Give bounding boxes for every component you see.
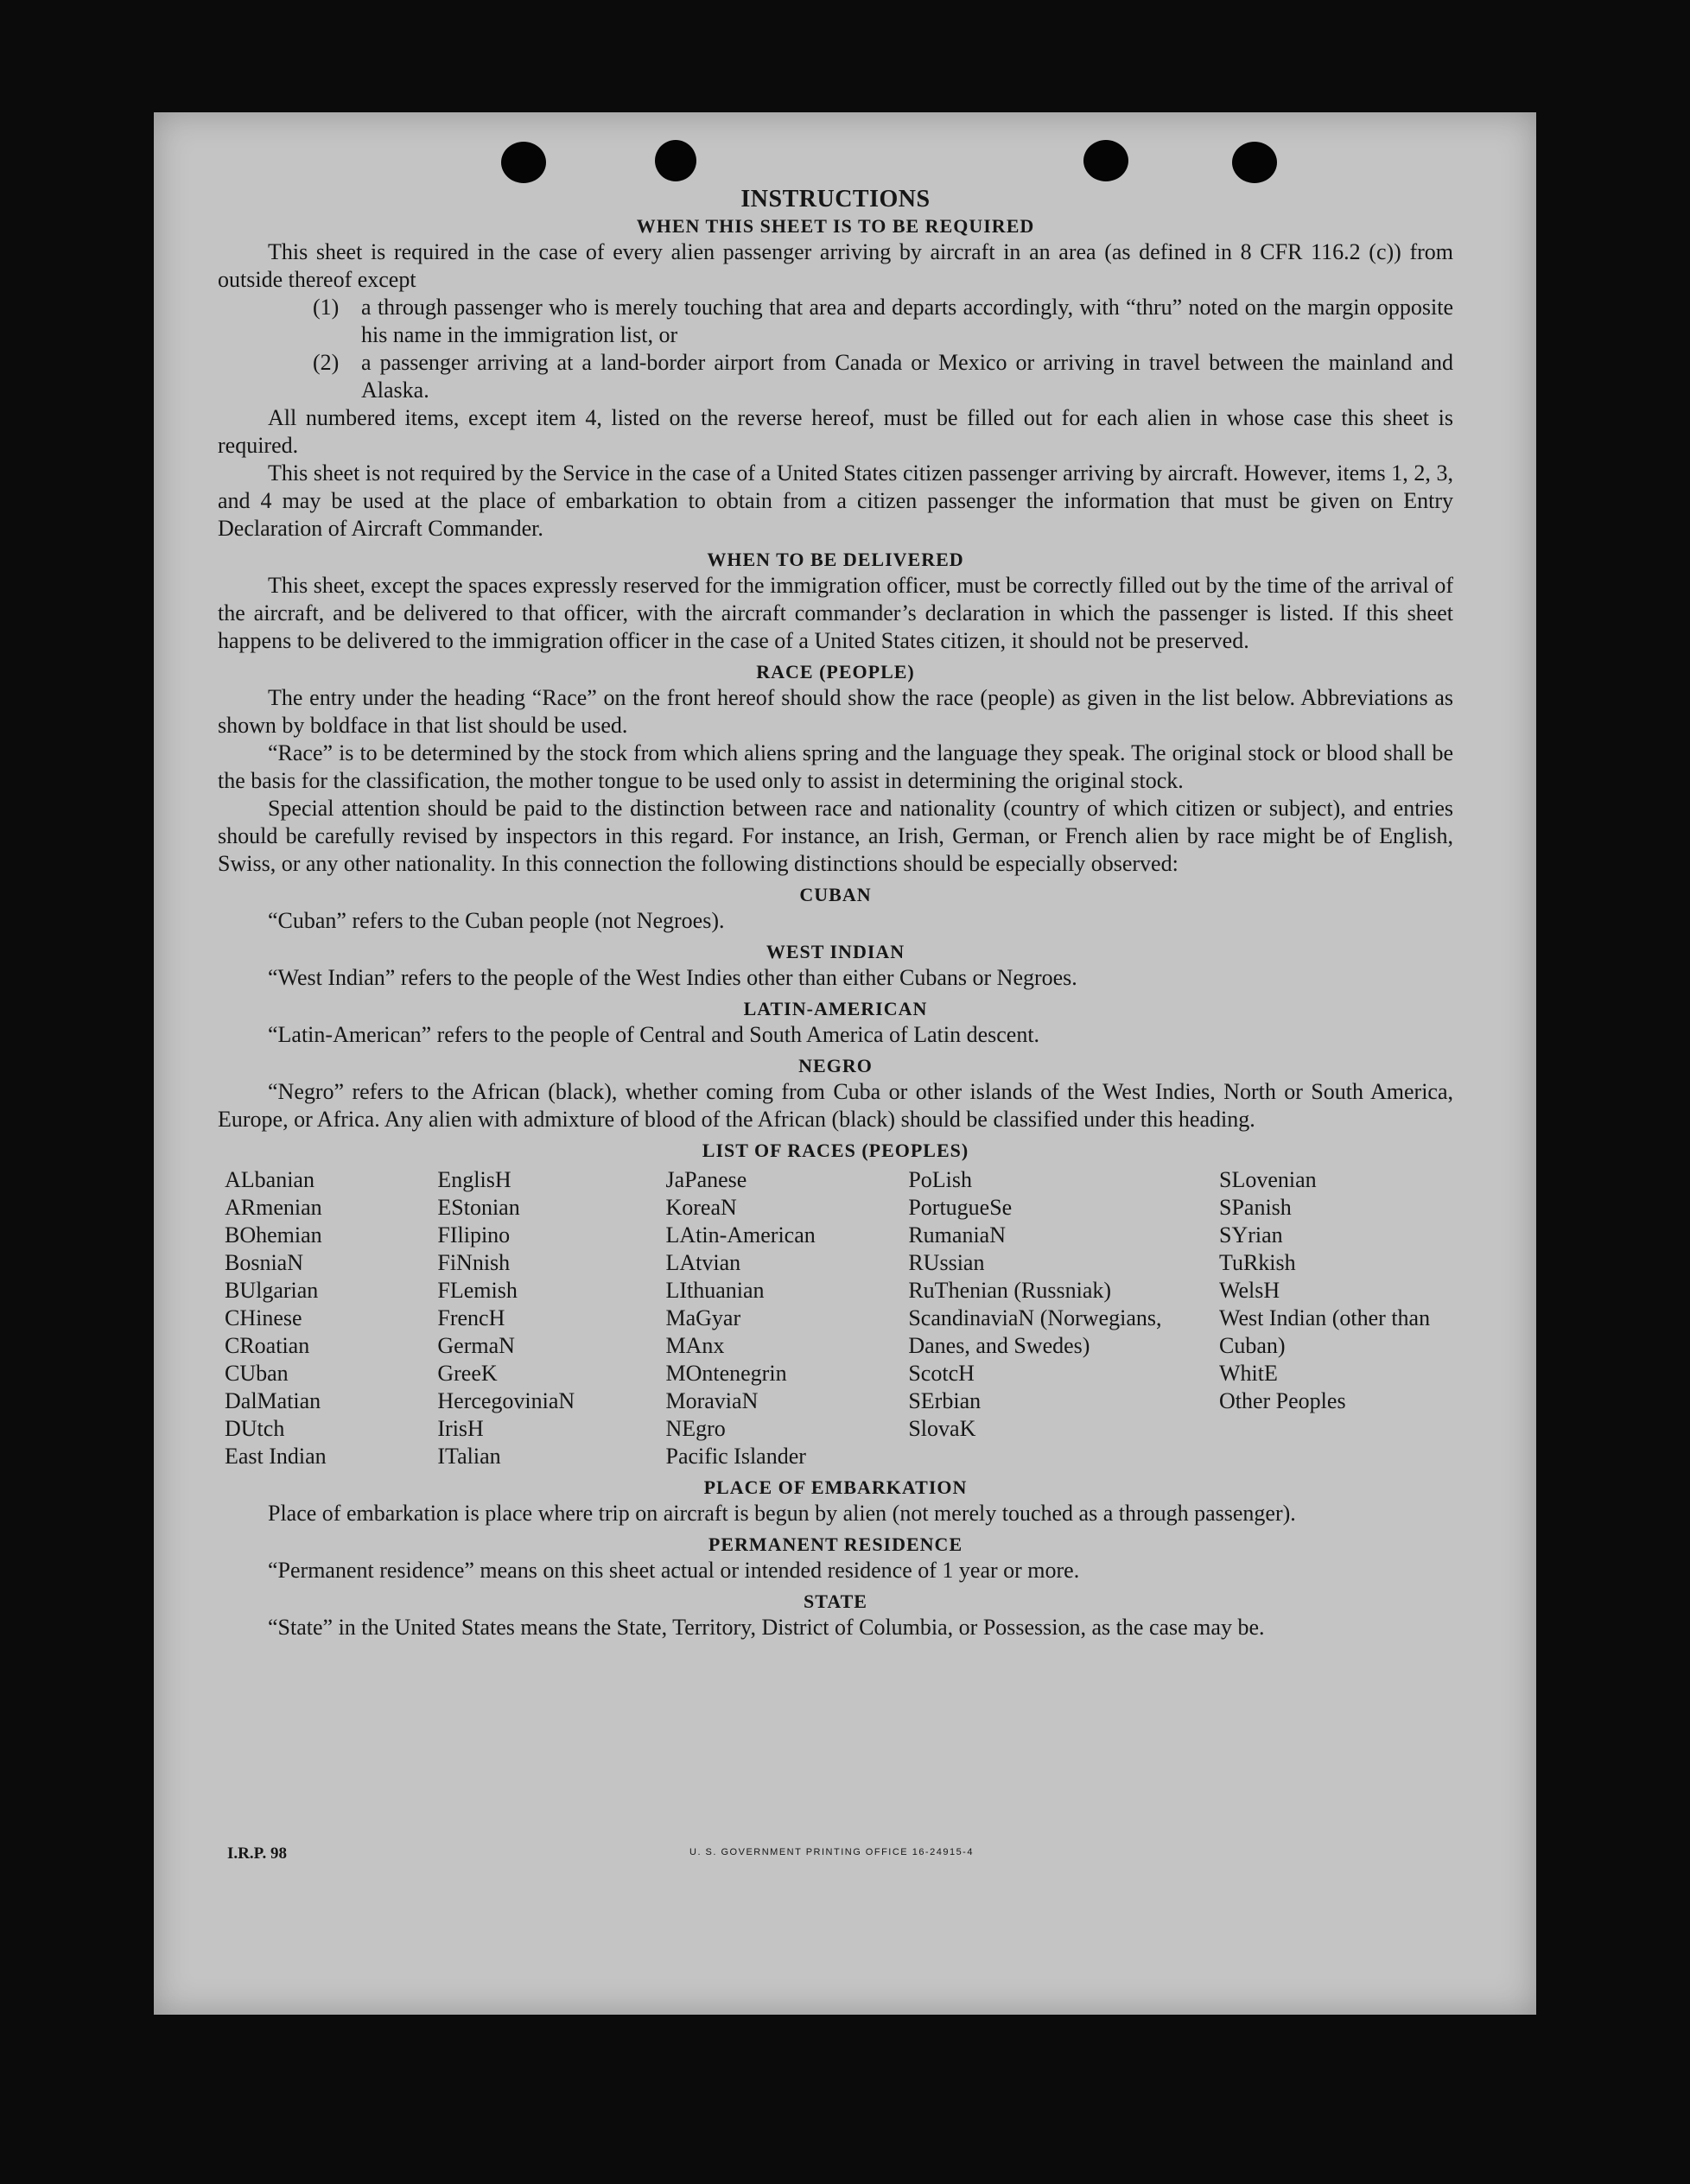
section-heading-state: STATE (804, 1590, 867, 1612)
section-heading-latin-american: LATIN-AMERICAN (743, 998, 928, 1019)
race-entry: FiNnish (437, 1250, 511, 1275)
race-entry: SErbian (908, 1388, 982, 1413)
race-entry: GreeK (437, 1361, 498, 1386)
section-heading-west-indian: WEST INDIAN (766, 941, 905, 962)
punch-hole (501, 142, 546, 183)
punch-hole (1232, 142, 1277, 183)
paragraph: This sheet is not required by the Service in the case of a United States citizen passenger arriving by aircraft. However, items 1, 2, 3, and 4 may be used at the place of embarkation to obtain from a citizen passenger the information that must be given on Entry Declaration of Aircraft Commander. (218, 460, 1453, 541)
race-entry: BosniaN (225, 1250, 303, 1275)
race-entry: FLemish (437, 1278, 518, 1303)
paragraph: All numbered items, except item 4, listed on the reverse hereof, must be filled out for each alien in whose case this sheet is required. (218, 405, 1453, 458)
race-entry: ITalian (437, 1444, 501, 1469)
race-entry: SYrian (1218, 1222, 1283, 1248)
race-entry: DUtch (225, 1416, 285, 1441)
section-heading-race: RACE (PEOPLE) (756, 661, 915, 682)
list-item (218, 349, 1453, 404)
paragraph: “Permanent residence” means on this sheet actual or intended residence of 1 year or more. (268, 1558, 1080, 1583)
race-entry: ARmenian (225, 1195, 322, 1220)
race-entry: FIlipino (437, 1222, 511, 1248)
race-entry: JaPanese (665, 1167, 747, 1192)
race-entry: PoLish (908, 1167, 973, 1192)
document-sheet (154, 112, 1536, 2015)
item-text: a passenger arriving at a land-border airport from Canada or Mexico or arriving in travel between the mainland and Alaska. (361, 350, 1453, 403)
section-heading-cuban: CUBAN (799, 884, 872, 905)
paragraph: The entry under the heading “Race” on the front hereof should show the race (people) as given in the list below. Abbreviations as shown by boldface in that list should be used. (218, 685, 1453, 738)
list-item (218, 294, 1453, 349)
section-heading-required: WHEN THIS SHEET IS TO BE REQUIRED (636, 215, 1035, 237)
race-entry: HercegoviniaN (437, 1388, 575, 1413)
punch-hole (1083, 140, 1128, 181)
paragraph: “Race” is to be determined by the stock from which aliens spring and the language they speak. The original stock or blood shall be the basis for the classification, the mother tongue to be used only to assist in determining the original stock. (218, 740, 1453, 793)
race-entry: ScandinaviaN (Norwegians, Danes, and Swedes) (908, 1305, 1162, 1358)
paragraph: “West Indian” refers to the people of the West Indies other than either Cubans or Negroes. (268, 965, 1077, 990)
paragraph: “Negro” refers to the African (black), whether coming from Cuba or other islands of the West Indies, North or South America, Europe, or Africa. Any alien with admixture of blood of the African (black) should be classified under this heading. (218, 1079, 1453, 1132)
form-id: I.R.P. 98 (227, 1844, 287, 1863)
races-column (665, 1166, 908, 1470)
race-entry: CRoatian (225, 1333, 310, 1358)
paragraph: “Cuban” refers to the Cuban people (not Negroes). (268, 908, 725, 933)
section-heading-negro: NEGRO (798, 1055, 873, 1076)
race-entry: EStonian (437, 1195, 520, 1220)
race-entry: WelsH (1218, 1278, 1280, 1303)
race-entry: BOhemian (225, 1222, 322, 1248)
race-entry: MoraviaN (665, 1388, 759, 1413)
race-entry: East Indian (225, 1444, 327, 1469)
race-entry: CUban (225, 1361, 289, 1386)
race-entry: Other Peoples (1218, 1388, 1346, 1413)
page-title: INSTRUCTIONS (740, 186, 931, 213)
item-text: a through passenger who is merely touching that area and departs accordingly, with “thru” noted on the margin opposite his name in the immigration list, or (361, 295, 1453, 347)
race-entry: CHinese (225, 1305, 302, 1330)
race-entry: ALbanian (225, 1167, 314, 1192)
race-entry: DalMatian (225, 1388, 321, 1413)
races-list (218, 1166, 1453, 1470)
race-entry: GermaN (437, 1333, 515, 1358)
instructions-body (218, 185, 1453, 1641)
race-entry: SLovenian (1218, 1167, 1317, 1192)
paragraph: This sheet is required in the case of every alien passenger arriving by aircraft in an area (as defined in 8 CFR 116.2 (c)) from outside thereof except (218, 239, 1453, 292)
paragraph: “State” in the United States means the State, Territory, District of Columbia, or Possession, as the case may be. (268, 1615, 1265, 1640)
races-column (437, 1166, 665, 1470)
paragraph: Place of embarkation is place where trip on aircraft is begun by alien (not merely touched as a through passenger). (268, 1501, 1296, 1526)
race-entry: FrencH (437, 1305, 505, 1330)
race-entry: IrisH (437, 1416, 484, 1441)
race-entry: PortugueSe (908, 1195, 1013, 1220)
paragraph: “Latin-American” refers to the people of Central and South America of Latin descent. (268, 1022, 1040, 1047)
races-column (1164, 1166, 1453, 1470)
race-entry: MAnx (665, 1333, 725, 1358)
race-entry: Pacific Islander (665, 1444, 806, 1469)
race-entry: TuRkish (1218, 1250, 1296, 1275)
race-entry: KoreaN (665, 1195, 737, 1220)
paragraph: This sheet, except the spaces expressly reserved for the immigration officer, must be correctly filled out by the time of the arrival of the aircraft, and be delivered to that officer, with the aircraft commander’s declaration in which the passenger is listed. If this sheet happens to be delivered to the immigration officer in the case of a United States citizen, it should not be preserved. (218, 573, 1453, 653)
item-number: (2) (313, 350, 340, 375)
race-entry: ScotcH (908, 1361, 975, 1386)
races-column (908, 1166, 1164, 1470)
race-entry: BUlgarian (225, 1278, 319, 1303)
punch-hole (655, 140, 696, 181)
race-entry: RUssian (908, 1250, 985, 1275)
races-column (218, 1166, 437, 1470)
section-heading-residence: PERMANENT RESIDENCE (708, 1533, 963, 1555)
race-entry: MaGyar (665, 1305, 741, 1330)
race-entry: EnglisH (437, 1167, 511, 1192)
paragraph: Special attention should be paid to the distinction between race and nationality (country of which citizen or subject), and entries should be carefully revised by inspectors in this regard. For instance, an Irish, German, or French alien by race might be of English, Swiss, or any other nationality. In this connection the following distinctions should be especially observed: (218, 796, 1453, 876)
race-entry: RumaniaN (908, 1222, 1006, 1248)
race-entry: WhitE (1218, 1361, 1278, 1386)
race-entry: West Indian (other than Cuban) (1218, 1305, 1431, 1358)
race-entry: LAtvian (665, 1250, 741, 1275)
printer-imprint: U. S. GOVERNMENT PRINTING OFFICE 16-24915-4 (689, 1847, 974, 1857)
item-number: (1) (313, 295, 340, 320)
race-entry: SPanish (1218, 1195, 1292, 1220)
section-heading-delivered: WHEN TO BE DELIVERED (707, 549, 964, 570)
race-entry: NEgro (665, 1416, 726, 1441)
race-entry: LAtin-American (665, 1222, 816, 1248)
race-entry: RuThenian (Russniak) (908, 1278, 1112, 1303)
race-entry: LIthuanian (665, 1278, 765, 1303)
race-entry: SlovaK (908, 1416, 976, 1441)
section-heading-embarkation: PLACE OF EMBARKATION (703, 1476, 968, 1498)
race-entry: MOntenegrin (665, 1361, 787, 1386)
section-heading-races-list: LIST OF RACES (PEOPLES) (702, 1140, 969, 1161)
